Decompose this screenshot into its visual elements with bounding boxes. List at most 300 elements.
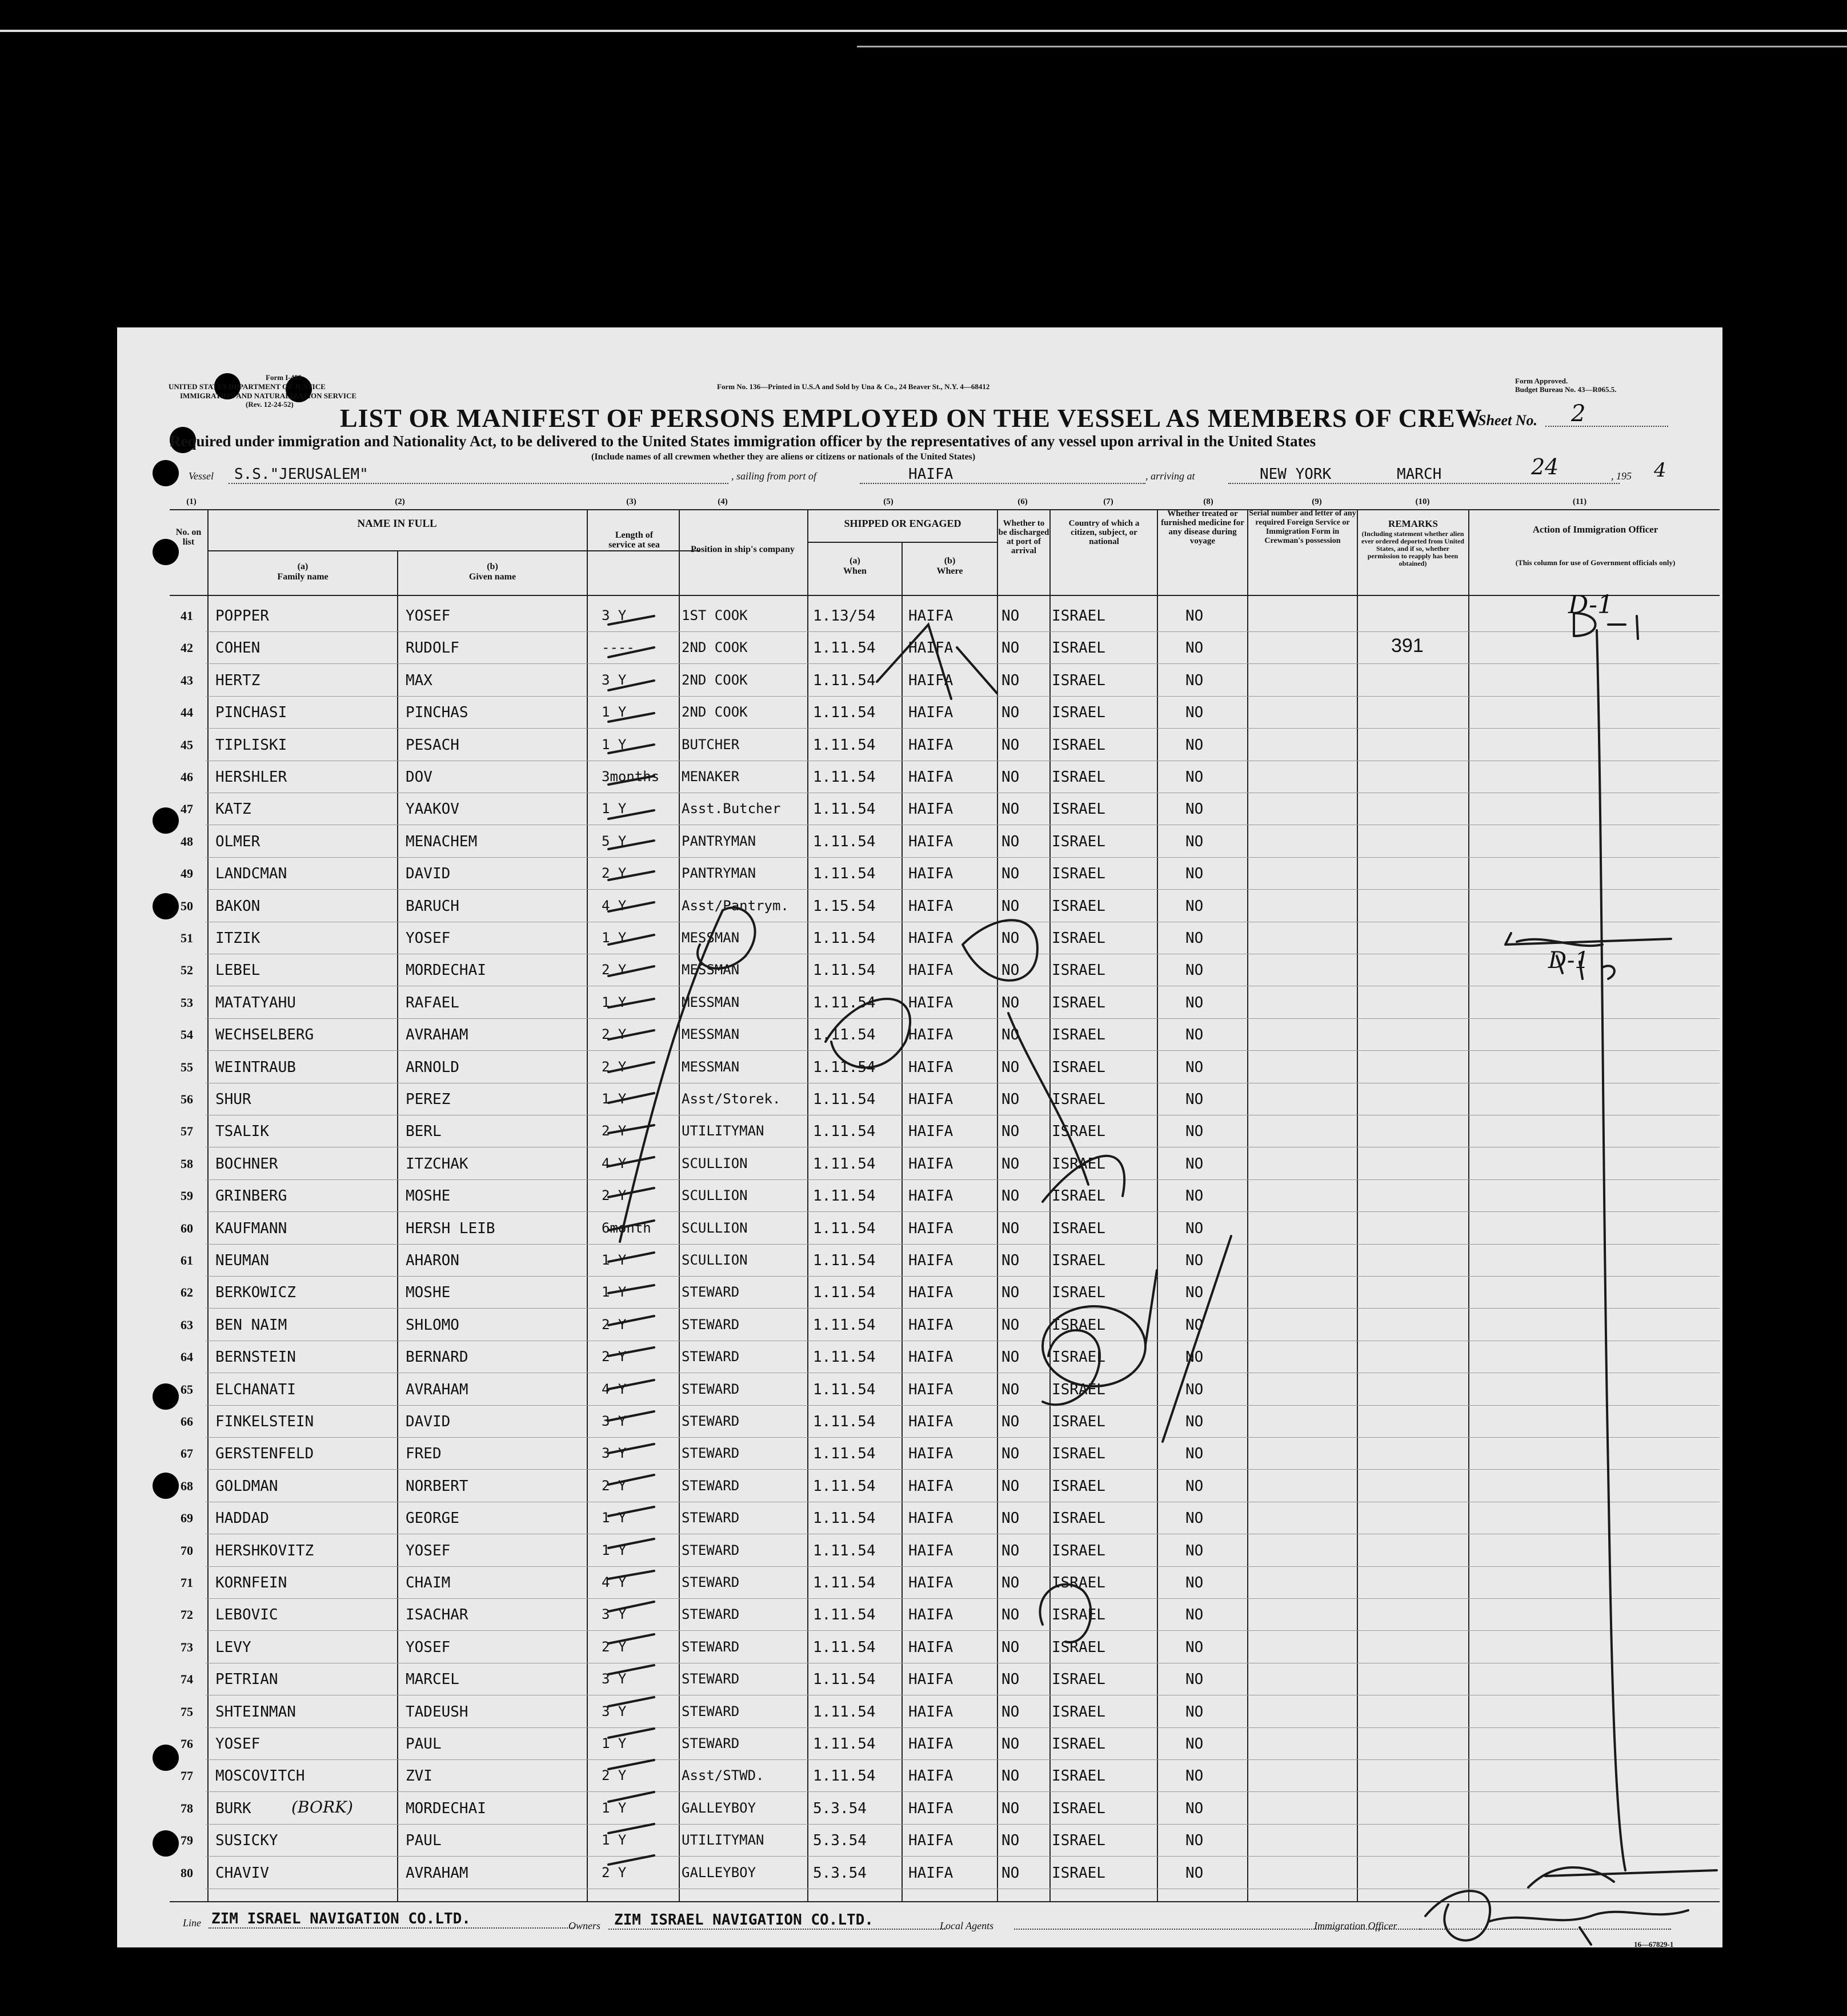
row-number: 59 (181, 1189, 193, 1203)
cell-when: 1.11.54 (813, 833, 876, 850)
cell-treated: NO (1185, 1123, 1204, 1141)
cell-where: HAIFA (908, 769, 953, 786)
cell-where: HAIFA (908, 1542, 953, 1559)
row-number: 57 (181, 1124, 193, 1139)
cell-country: ISRAEL (1052, 1799, 1105, 1817)
cell-position: PANTRYMAN (682, 833, 756, 849)
cell-family: HERSHLER (215, 769, 287, 786)
page-note: (Include names of all crewmen whether they are aliens or citizens or nationals of the United States) (591, 452, 976, 462)
cell-given: MENACHEM (406, 833, 478, 850)
cell-where: HAIFA (908, 1155, 953, 1173)
col-where-sub: (b) (944, 556, 956, 566)
cell-position: Asst/STWD. (682, 1767, 764, 1784)
col-action-note: (This column for use of Government officials only) (1515, 558, 1676, 567)
cell-treated: NO (1185, 1767, 1204, 1785)
cell-length: 1 Y (602, 1284, 627, 1301)
cell-when: 5.3.54 (813, 1864, 867, 1882)
cell-treated: NO (1185, 671, 1204, 689)
cell-given: NORBERT (406, 1477, 468, 1495)
cell-where: HAIFA (908, 1799, 953, 1817)
row-number: 71 (181, 1575, 193, 1590)
row-number: 45 (181, 737, 193, 752)
cell-length: 1 Y (602, 930, 627, 946)
row-number: 66 (181, 1414, 193, 1429)
cell-length: 2 Y (602, 1123, 627, 1139)
cell-disch: NO (1001, 736, 1020, 754)
row-number: 70 (181, 1543, 193, 1558)
cell-position: Asst.Butcher (682, 801, 781, 817)
cell-length: 2 Y (602, 1638, 627, 1655)
cell-when: 1.11.54 (813, 930, 876, 947)
cell-when: 1.11.54 (813, 1606, 876, 1624)
row-number: 65 (181, 1382, 193, 1397)
col-discharged-header: Whether to be discharged at port of arrival (998, 519, 1049, 555)
cell-treated: NO (1185, 897, 1204, 915)
cell-given: BERL (406, 1123, 442, 1141)
cell-disch: NO (1001, 671, 1020, 689)
cell-when: 1.11.54 (813, 1091, 876, 1108)
cell-country: ISRAEL (1052, 1735, 1105, 1753)
cell-treated: NO (1185, 930, 1204, 947)
cell-given: DOV (406, 769, 432, 786)
cell-length: 1 Y (602, 1252, 627, 1268)
cell-family: SHUR (215, 1091, 251, 1108)
cell-treated: NO (1185, 1477, 1204, 1495)
cell-disch: NO (1001, 769, 1020, 786)
cell-disch: NO (1001, 607, 1020, 625)
cell-when: 1.11.54 (813, 1445, 876, 1463)
cell-disch: NO (1001, 639, 1020, 657)
cell-treated: NO (1185, 1606, 1204, 1624)
cell-disch: NO (1001, 1026, 1020, 1044)
cell-when: 1.11.54 (813, 865, 876, 883)
cell-treated: NO (1185, 1638, 1204, 1656)
cell-where: HAIFA (908, 1477, 953, 1495)
col-when-header: When (843, 566, 867, 576)
row-number: 62 (181, 1285, 193, 1300)
cell-treated: NO (1185, 769, 1204, 786)
cell-when: 1.11.54 (813, 1638, 876, 1656)
cell-name-note: (BORK) (291, 1797, 353, 1817)
row-number: 46 (181, 770, 193, 784)
row-number: 48 (181, 834, 193, 849)
cell-given: ZVI (406, 1767, 432, 1785)
cell-when: 1.11.54 (813, 639, 876, 657)
row-number: 63 (181, 1317, 193, 1332)
cell-country: ISRAEL (1052, 833, 1105, 850)
form-code: 16—67829-1 (1634, 1940, 1674, 1949)
cell-country: ISRAEL (1052, 639, 1105, 657)
cell-treated: NO (1185, 994, 1204, 1011)
vessel-name: S.S."JERUSALEM" (234, 466, 368, 483)
cell-length: 4 Y (602, 1574, 627, 1590)
cell-when: 1.11.54 (813, 1381, 876, 1398)
cell-family: WEINTRAUB (215, 1058, 296, 1076)
cell-treated: NO (1185, 607, 1204, 625)
col-shipped-header: SHIPPED OR ENGAGED (844, 518, 961, 529)
cell-when: 1.11.54 (813, 1735, 876, 1753)
cell-length: 4 Y (602, 1155, 627, 1171)
cell-where: HAIFA (908, 930, 953, 947)
manifest-sheet (117, 327, 1722, 1947)
cell-length: 3 Y (602, 607, 627, 623)
cell-position: SCULLION (682, 1219, 748, 1236)
row-number: 73 (181, 1639, 193, 1654)
cell-treated: NO (1185, 639, 1204, 657)
arriving-port: NEW YORK (1260, 466, 1332, 483)
cell-given: MOSHE (406, 1187, 451, 1205)
cell-treated: NO (1185, 1026, 1204, 1044)
cell-where: HAIFA (908, 1316, 953, 1334)
cell-where: HAIFA (908, 1735, 953, 1753)
cell-family: MOSCOVITCH (215, 1767, 305, 1785)
cell-when: 1.11.54 (813, 1219, 876, 1237)
cell-disch: NO (1001, 962, 1020, 979)
cell-country: ISRAEL (1052, 897, 1105, 915)
cell-treated: NO (1185, 1058, 1204, 1076)
cell-where: HAIFA (908, 1767, 953, 1785)
local-agents-label: Local Agents (940, 1920, 994, 1931)
cell-country: ISRAEL (1052, 1477, 1105, 1495)
cell-country: ISRAEL (1052, 1091, 1105, 1108)
cell-given: GEORGE (406, 1510, 459, 1527)
cell-position: 2ND COOK (682, 704, 748, 721)
cell-family: TSALIK (215, 1123, 269, 1141)
cell-given: PINCHAS (406, 704, 468, 722)
cell-family: FINKELSTEIN (215, 1413, 314, 1430)
cell-when: 1.11.54 (813, 1574, 876, 1591)
cell-treated: NO (1185, 1349, 1204, 1366)
action-mark: D-1 (1568, 590, 1613, 619)
row-number: 68 (181, 1478, 193, 1493)
col-num-5: (5) (883, 497, 894, 506)
cell-where: HAIFA (908, 1671, 953, 1689)
cell-given: ARNOLD (406, 1058, 459, 1076)
cell-family: BERKOWICZ (215, 1284, 296, 1302)
cell-country: ISRAEL (1052, 671, 1105, 689)
cell-length: 3 Y (602, 1703, 627, 1719)
cell-position: MESSMAN (682, 1058, 740, 1075)
cell-treated: NO (1185, 1445, 1204, 1463)
col-country-header: Country of which a citizen, subject, or national (1068, 519, 1140, 546)
cell-position: STEWARD (682, 1381, 740, 1397)
cell-country: ISRAEL (1052, 1026, 1105, 1044)
cell-disch: NO (1001, 1477, 1020, 1495)
cell-given: AVRAHAM (406, 1864, 468, 1882)
cell-position: MESSMAN (682, 962, 740, 978)
col-position-header: Position in ship's company (691, 545, 795, 554)
cell-disch: NO (1001, 897, 1020, 915)
cell-treated: NO (1185, 1671, 1204, 1689)
cell-disch: NO (1001, 1542, 1020, 1559)
cell-family: LEBOVIC (215, 1606, 278, 1624)
cell-given: ITZCHAK (406, 1155, 468, 1173)
cell-family: PETRIAN (215, 1671, 278, 1689)
cell-given: PEREZ (406, 1091, 451, 1108)
cell-where: HAIFA (908, 1219, 953, 1237)
cell-position: 2ND COOK (682, 671, 748, 688)
cell-length: 4 Y (602, 1381, 627, 1397)
cell-given: PAUL (406, 1735, 442, 1753)
col-num-6: (6) (1017, 497, 1028, 506)
cell-where: HAIFA (908, 1381, 953, 1398)
cell-when: 5.3.54 (813, 1799, 867, 1817)
cell-disch: NO (1001, 1864, 1020, 1882)
cell-treated: NO (1185, 1574, 1204, 1591)
cell-when: 1.11.54 (813, 1671, 876, 1689)
cell-country: ISRAEL (1052, 704, 1105, 722)
cell-family: YOSEF (215, 1735, 261, 1753)
cell-treated: NO (1185, 736, 1204, 754)
cell-disch: NO (1001, 1671, 1020, 1689)
col-family-header: Family name (277, 572, 328, 582)
cell-family: POPPER (215, 607, 269, 625)
cell-when: 1.11.54 (813, 801, 876, 818)
cell-country: ISRAEL (1052, 1510, 1105, 1527)
cell-position: STEWARD (682, 1703, 740, 1719)
line-label: Line (183, 1917, 202, 1929)
cell-disch: NO (1001, 833, 1020, 850)
cell-given: MORDECHAI (406, 1799, 486, 1817)
row-number: 50 (181, 898, 193, 913)
cell-position: Asst/Storek. (682, 1091, 781, 1107)
cell-given: DAVID (406, 865, 451, 883)
vessel-label: Vessel (189, 470, 214, 482)
cell-treated: NO (1185, 1413, 1204, 1430)
cell-when: 1.11.54 (813, 994, 876, 1011)
cell-given: YOSEF (406, 1638, 451, 1656)
cell-where: HAIFA (908, 994, 953, 1011)
cell-where: HAIFA (908, 1123, 953, 1141)
col-remarks-note: (Including statement whether alien ever ordered deported from United States, and if so, whether permission to reapply has been obtained) (1361, 530, 1464, 567)
cell-length: 3 Y (602, 1606, 627, 1623)
col-num-1: (1) (186, 497, 197, 506)
cell-position: STEWARD (682, 1542, 740, 1558)
cell-family: KORNFEIN (215, 1574, 287, 1591)
cell-disch: NO (1001, 930, 1020, 947)
cell-treated: NO (1185, 1542, 1204, 1559)
cell-when: 1.11.54 (813, 1284, 876, 1302)
cell-position: STEWARD (682, 1735, 740, 1751)
col-given-header: Given name (468, 572, 516, 582)
cell-family: TIPLISKI (215, 736, 287, 754)
col-where-header: Where (936, 566, 963, 576)
cell-where: HAIFA (908, 1445, 953, 1463)
cell-where: HAIFA (908, 801, 953, 818)
cell-where: HAIFA (908, 1574, 953, 1591)
cell-family: BOCHNER (215, 1155, 278, 1173)
cell-country: ISRAEL (1052, 1767, 1105, 1785)
cell-family: KAUFMANN (215, 1219, 287, 1237)
cell-given: YOSEF (406, 1542, 451, 1559)
cell-country: ISRAEL (1052, 1413, 1105, 1430)
cell-disch: NO (1001, 1638, 1020, 1656)
row-number: 51 (181, 931, 193, 945)
cell-family: BAKON (215, 897, 261, 915)
row-number: 58 (181, 1156, 193, 1171)
cell-length: 3 Y (602, 671, 627, 688)
cell-when: 1.11.54 (813, 671, 876, 689)
row-number: 44 (181, 705, 193, 720)
cell-disch: NO (1001, 1155, 1020, 1173)
film-edge-line (0, 30, 1847, 32)
row-number: 76 (181, 1737, 193, 1751)
cell-country: ISRAEL (1052, 1832, 1105, 1850)
cell-given: YAAKOV (406, 801, 459, 818)
cell-given: FRED (406, 1445, 442, 1463)
cell-country: ISRAEL (1052, 1703, 1105, 1721)
cell-position: Asst/Pantrym. (682, 897, 789, 914)
cell-where: HAIFA (908, 1026, 953, 1044)
cell-length: 1 Y (602, 1510, 627, 1526)
cell-where: HAIFA (908, 1058, 953, 1076)
cell-disch: NO (1001, 1574, 1020, 1591)
cell-family: KATZ (215, 801, 251, 818)
cell-treated: NO (1185, 962, 1204, 979)
cell-disch: NO (1001, 1413, 1020, 1430)
cell-disch: NO (1001, 1510, 1020, 1527)
row-number: 64 (181, 1350, 193, 1365)
cell-family: NEUMAN (215, 1252, 269, 1269)
cell-given: CHAIM (406, 1574, 451, 1591)
immigration-officer-label: Immigration Officer (1314, 1920, 1397, 1931)
cell-given: YOSEF (406, 607, 451, 625)
cell-family: WECHSELBERG (215, 1026, 314, 1044)
cell-given: SHLOMO (406, 1316, 459, 1334)
cell-position: GALLEYBOY (682, 1799, 756, 1816)
cell-treated: NO (1185, 1091, 1204, 1108)
form-number: Form I-489 (266, 373, 302, 382)
cell-disch: NO (1001, 801, 1020, 818)
cell-given: MAX (406, 671, 432, 689)
cell-disch: NO (1001, 1284, 1020, 1302)
col-family-sub: (a) (297, 562, 308, 571)
cell-country: ISRAEL (1052, 801, 1105, 818)
cell-position: STEWARD (682, 1510, 740, 1526)
cell-where: HAIFA (908, 1252, 953, 1269)
cell-length: 1 Y (602, 1542, 627, 1558)
cell-treated: NO (1185, 1510, 1204, 1527)
cell-family: HERSHKOVITZ (215, 1542, 314, 1559)
cell-length: 2 Y (602, 1477, 627, 1494)
row-number: 78 (181, 1801, 193, 1815)
cell-country: ISRAEL (1052, 1252, 1105, 1269)
cell-country: ISRAEL (1052, 1671, 1105, 1689)
cell-position: UTILITYMAN (682, 1832, 764, 1849)
cell-treated: NO (1185, 1832, 1204, 1850)
page-subtitle: Required under immigration and Nationality Act, to be delivered to the United States immigration officer by the representatives of any vessel upon arrival in the United States (170, 433, 1316, 450)
cell-treated: NO (1185, 1316, 1204, 1334)
col-num-9: (9) (1312, 497, 1322, 506)
col-given-sub: (b) (487, 562, 498, 571)
col-treated-header: Whether treated or furnished medicine for any disease during voyage (1161, 509, 1244, 546)
cell-country: ISRAEL (1052, 607, 1105, 625)
row-number: 67 (181, 1446, 193, 1461)
cell-length: 2 Y (602, 1767, 627, 1784)
agency-line-2: IMMIGRATION AND NATURALIZATION SERVICE (180, 391, 357, 400)
cell-family: HADDAD (215, 1510, 269, 1527)
cell-length: 1 Y (602, 736, 627, 753)
cell-position: STEWARD (682, 1574, 740, 1590)
cell-treated: NO (1185, 1735, 1204, 1753)
cell-when: 5.3.54 (813, 1832, 867, 1850)
cell-where: HAIFA (908, 1349, 953, 1366)
cell-length: 1 Y (602, 1091, 627, 1107)
page-title: LIST OR MANIFEST OF PERSONS EMPLOYED ON THE VESSEL AS MEMBERS OF CREW (340, 403, 1483, 433)
cell-length: 4 Y (602, 897, 627, 914)
row-number: 75 (181, 1704, 193, 1719)
cell-position: STEWARD (682, 1349, 740, 1365)
cell-when: 1.11.54 (813, 1349, 876, 1366)
year-prefix: , 195 (1611, 470, 1632, 482)
cell-where: HAIFA (908, 1510, 953, 1527)
cell-country: ISRAEL (1052, 930, 1105, 947)
cell-given: AVRAHAM (406, 1381, 468, 1398)
cell-given: BERNARD (406, 1349, 468, 1366)
cell-position: STEWARD (682, 1316, 740, 1333)
cell-where: HAIFA (908, 1606, 953, 1624)
col-num-7: (7) (1103, 497, 1113, 506)
cell-length: 2 Y (602, 1058, 627, 1075)
cell-where: HAIFA (908, 607, 953, 625)
cell-when: 1.11.54 (813, 769, 876, 786)
cell-position: STEWARD (682, 1445, 740, 1462)
cell-country: ISRAEL (1052, 962, 1105, 979)
cell-position: MESSMAN (682, 1026, 740, 1043)
cell-country: ISRAEL (1052, 865, 1105, 883)
row-number: 79 (181, 1833, 193, 1848)
cell-length: ---- (602, 639, 635, 656)
cell-given: YOSEF (406, 930, 451, 947)
row-number: 47 (181, 802, 193, 817)
cell-given: MORDECHAI (406, 962, 486, 979)
cell-country: ISRAEL (1052, 1058, 1105, 1076)
cell-position: PANTRYMAN (682, 865, 756, 882)
cell-family: GRINBERG (215, 1187, 287, 1205)
cell-when: 1.11.54 (813, 1477, 876, 1495)
cell-disch: NO (1001, 1349, 1020, 1366)
form-approved: Form Approved. (1515, 377, 1568, 385)
port-label: , sailing from port of (731, 470, 816, 482)
col-name-header: NAME IN FULL (357, 518, 437, 530)
cell-where: HAIFA (908, 1638, 953, 1656)
cell-disch: NO (1001, 1832, 1020, 1850)
cell-family: SUSICKY (215, 1832, 278, 1850)
cell-treated: NO (1185, 833, 1204, 850)
row-number: 52 (181, 963, 193, 978)
cell-length: 3 Y (602, 1413, 627, 1429)
cell-where: HAIFA (908, 704, 953, 722)
cell-where: HAIFA (908, 833, 953, 850)
cell-country: ISRAEL (1052, 1187, 1105, 1205)
row-number: 53 (181, 995, 193, 1010)
cell-length: 3 Y (602, 1445, 627, 1462)
cell-position: GALLEYBOY (682, 1864, 756, 1881)
cell-length: 1 Y (602, 1799, 627, 1816)
cell-position: SCULLION (682, 1252, 748, 1268)
cell-length: 1 Y (602, 994, 627, 1010)
cell-given: ISACHAR (406, 1606, 468, 1624)
cell-family: MATATYAHU (215, 994, 296, 1011)
col-num-3: (3) (626, 497, 636, 506)
line-company: ZIM ISRAEL NAVIGATION CO.LTD. (211, 1910, 471, 1927)
cell-family: CHAVIV (215, 1864, 269, 1882)
cell-treated: NO (1185, 865, 1204, 883)
cell-given: RAFAEL (406, 994, 459, 1011)
year-digit: 4 (1654, 459, 1666, 482)
handwritten-annotations (117, 327, 1722, 1947)
cell-when: 1.11.54 (813, 1026, 876, 1044)
